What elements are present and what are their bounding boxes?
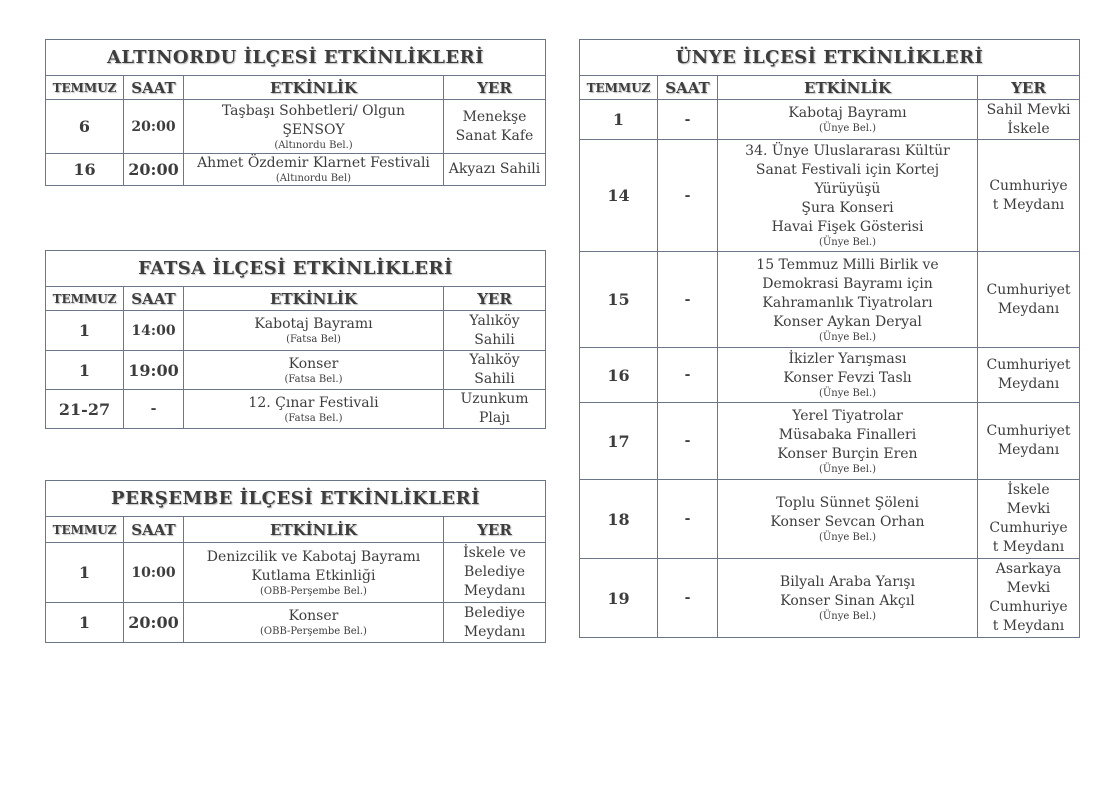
time-cell: 20:00 [124, 100, 184, 154]
table-title: FATSA İLÇESİ ETKİNLİKLERİ [46, 251, 546, 287]
organizer-note: (Ünye Bel.) [818, 611, 877, 622]
persembe-events-table [45, 480, 546, 643]
time-cell: 14:00 [124, 311, 184, 351]
event-cell [184, 351, 444, 390]
table-row [46, 311, 546, 351]
table-row [580, 140, 1080, 252]
table-row [46, 154, 546, 186]
event-cell [718, 100, 978, 140]
place-line: İskele [1007, 482, 1050, 498]
column-header-place: YER [978, 76, 1080, 100]
time-cell: 20:00 [124, 154, 184, 186]
table-row [46, 603, 546, 643]
day-cell: 1 [46, 351, 124, 390]
organizer-note: (Fatsa Bel) [286, 334, 341, 345]
event-line: Kabotaj Bayramı [788, 105, 907, 121]
table-row [46, 100, 546, 154]
place-line: Sahil Mevki [986, 101, 1071, 118]
event-cell [184, 100, 444, 154]
fatsa-events-table [45, 250, 546, 429]
event-line: 12. Çınar Festivali [248, 394, 379, 411]
column-header-time: SAAT [124, 517, 184, 543]
organizer-note: (Fatsa Bel.) [284, 412, 343, 424]
event-line: Yerel Tiyatrolar [792, 407, 903, 424]
time-cell: - [658, 480, 718, 559]
day-cell: 14 [580, 140, 658, 252]
event-line: Müsabaka Finalleri [778, 426, 917, 443]
day-cell: 16 [46, 154, 124, 186]
table-row [580, 252, 1080, 348]
table-row [580, 403, 1080, 480]
event-line: 15 Temmuz Milli Birlik ve [756, 256, 939, 273]
day-cell: 18 [580, 480, 658, 559]
place-line: Meydanı [997, 376, 1060, 392]
place-cell [978, 348, 1080, 403]
place-line: Cumhuriye [989, 520, 1068, 536]
column-header-event: ETKİNLİK [184, 287, 444, 311]
table-row [580, 559, 1080, 638]
event-cell [718, 480, 978, 559]
event-line: Konser [288, 608, 339, 624]
place-line: Meydanı [997, 442, 1060, 458]
place-line: Mevki [1006, 501, 1051, 517]
table-row [580, 100, 1080, 140]
table-title: ÜNYE İLÇESİ ETKİNLİKLERİ [580, 40, 1080, 76]
table-row [580, 348, 1080, 403]
place-line: İskele [1007, 120, 1050, 137]
time-cell: 10:00 [124, 543, 184, 603]
column-header-month: TEMMUZ [580, 76, 658, 100]
event-cell [184, 154, 444, 186]
place-cell [444, 603, 546, 643]
event-line: Demokrasi Bayramı için [762, 275, 933, 292]
event-cell [184, 311, 444, 351]
place-line: Asarkaya [995, 561, 1062, 577]
event-line: Ahmet Özdemir Klarnet Festivali [197, 155, 430, 171]
day-cell: 16 [580, 348, 658, 403]
organizer-note: (Ünye Bel.) [818, 123, 877, 134]
event-line: Denizcilik ve Kabotaj Bayramı [206, 548, 421, 565]
place-line: İskele ve [463, 545, 526, 561]
place-cell [978, 140, 1080, 252]
column-header-event: ETKİNLİK [184, 76, 444, 100]
time-cell: - [658, 100, 718, 140]
event-line: Yürüyüşü [814, 181, 881, 197]
column-header-month: TEMMUZ [46, 76, 124, 100]
organizer-note: (Altınordu Bel) [275, 173, 352, 184]
time-cell: - [124, 390, 184, 429]
place-line: t Meydanı [992, 618, 1065, 634]
event-line: Sanat Festivali için Kortej [755, 162, 940, 178]
place-line: Cumhuriyet [986, 281, 1071, 298]
altinordu-events-table [45, 39, 546, 186]
column-header-event: ETKİNLİK [184, 517, 444, 543]
event-line: Bilyalı Araba Yarışı [779, 574, 916, 590]
place-cell [444, 351, 546, 390]
place-cell [978, 252, 1080, 348]
organizer-note: (Ünye Bel.) [818, 388, 877, 399]
time-cell: 20:00 [124, 603, 184, 643]
event-cell [184, 390, 444, 429]
day-cell: 1 [46, 311, 124, 351]
place-cell [444, 154, 546, 186]
organizer-note: (Altınordu Bel.) [274, 139, 353, 151]
event-line: Konser Aykan Deryal [773, 313, 922, 330]
day-cell: 21-27 [46, 390, 124, 429]
place-line: Cumhuriye [989, 599, 1068, 615]
event-line: ŞENSOY [282, 121, 345, 138]
place-line: Meydanı [463, 583, 526, 599]
event-line: Şura Konseri [801, 200, 894, 216]
place-line: Belediye [464, 604, 526, 621]
time-cell: - [658, 252, 718, 348]
event-cell [184, 603, 444, 643]
place-cell [978, 100, 1080, 140]
day-cell: 1 [46, 603, 124, 643]
place-cell [444, 311, 546, 351]
place-line: Uzunkum [460, 391, 529, 407]
event-line: Konser [288, 355, 339, 372]
table-title: ALTINORDU İLÇESİ ETKİNLİKLERİ [46, 40, 546, 76]
event-cell [184, 543, 444, 603]
event-cell [718, 252, 978, 348]
place-line: t Meydanı [992, 196, 1065, 213]
place-line: Meydanı [463, 623, 526, 640]
day-cell: 17 [580, 403, 658, 480]
table-title: PERŞEMBE İLÇESİ ETKİNLİKLERİ [46, 481, 546, 517]
column-header-event: ETKİNLİK [718, 76, 978, 100]
time-cell: - [658, 403, 718, 480]
column-header-place: YER [444, 76, 546, 100]
organizer-note: (Ünye Bel.) [818, 237, 877, 248]
place-line: Menekşe [462, 108, 527, 125]
place-cell [444, 100, 546, 154]
column-header-place: YER [444, 517, 546, 543]
organizer-note: (Ünye Bel.) [818, 532, 877, 543]
event-line: 34. Ünye Uluslararası Kültür [745, 143, 950, 159]
place-line: Cumhuriyet [986, 423, 1071, 439]
event-line: Kabotaj Bayramı [254, 316, 373, 332]
event-line: Taşbaşı Sohbetleri/ Olgun [221, 102, 406, 119]
table-row [580, 480, 1080, 559]
column-header-time: SAAT [124, 287, 184, 311]
event-line: İkizler Yarışması [788, 351, 907, 367]
column-header-month: TEMMUZ [46, 287, 124, 311]
column-header-place: YER [444, 287, 546, 311]
event-line: Konser Sinan Akçıl [780, 593, 915, 609]
event-line: Konser Burçin Eren [777, 445, 918, 462]
column-header-time: SAAT [658, 76, 718, 100]
time-cell: - [658, 140, 718, 252]
place-cell [978, 403, 1080, 480]
place-line: Yalıköy [469, 312, 520, 329]
place-line: Mevki [1006, 580, 1051, 596]
event-line: Konser Sevcan Orhan [770, 514, 925, 530]
event-line: Kahramanlık Tiyatroları [762, 294, 933, 311]
column-header-time: SAAT [124, 76, 184, 100]
day-cell: 6 [46, 100, 124, 154]
place-line: Sanat Kafe [455, 127, 534, 144]
place-line: Plajı [478, 410, 511, 426]
time-cell: - [658, 559, 718, 638]
place-line: t Meydanı [992, 539, 1065, 555]
day-cell: 1 [580, 100, 658, 140]
event-line: Toplu Sünnet Şöleni [776, 495, 919, 511]
organizer-note: (OBB-Perşembe Bel.) [260, 626, 367, 637]
place-cell [978, 559, 1080, 638]
day-cell: 15 [580, 252, 658, 348]
place-line: Cumhuriye [989, 177, 1068, 194]
place-line: Cumhuriyet [986, 357, 1071, 373]
event-cell [718, 140, 978, 252]
place-line: Akyazı Sahili [448, 161, 541, 177]
time-cell: 19:00 [124, 351, 184, 390]
event-line: Konser Fevzi Taslı [783, 370, 912, 386]
place-cell [978, 480, 1080, 559]
place-cell [444, 390, 546, 429]
organizer-note: (Ünye Bel.) [818, 331, 877, 343]
place-line: Belediye [464, 564, 526, 580]
time-cell: - [658, 348, 718, 403]
day-cell: 19 [580, 559, 658, 638]
place-line: Meydanı [997, 300, 1060, 317]
table-row [46, 351, 546, 390]
day-cell: 1 [46, 543, 124, 603]
unye-events-table [579, 39, 1080, 638]
place-line: Sahili [474, 371, 515, 387]
event-cell [718, 403, 978, 480]
organizer-note: (OBB-Perşembe Bel.) [260, 585, 367, 597]
place-line: Sahili [474, 331, 515, 348]
place-cell [444, 543, 546, 603]
event-cell [718, 559, 978, 638]
table-row [46, 390, 546, 429]
event-line: Kutlama Etkinliği [251, 567, 376, 584]
organizer-note: (Fatsa Bel.) [284, 373, 343, 385]
event-cell [718, 348, 978, 403]
organizer-note: (Ünye Bel.) [818, 463, 877, 475]
place-line: Yalıköy [469, 352, 520, 368]
table-row [46, 543, 546, 603]
column-header-month: TEMMUZ [46, 517, 124, 543]
event-line: Havai Fişek Gösterisi [771, 219, 924, 235]
